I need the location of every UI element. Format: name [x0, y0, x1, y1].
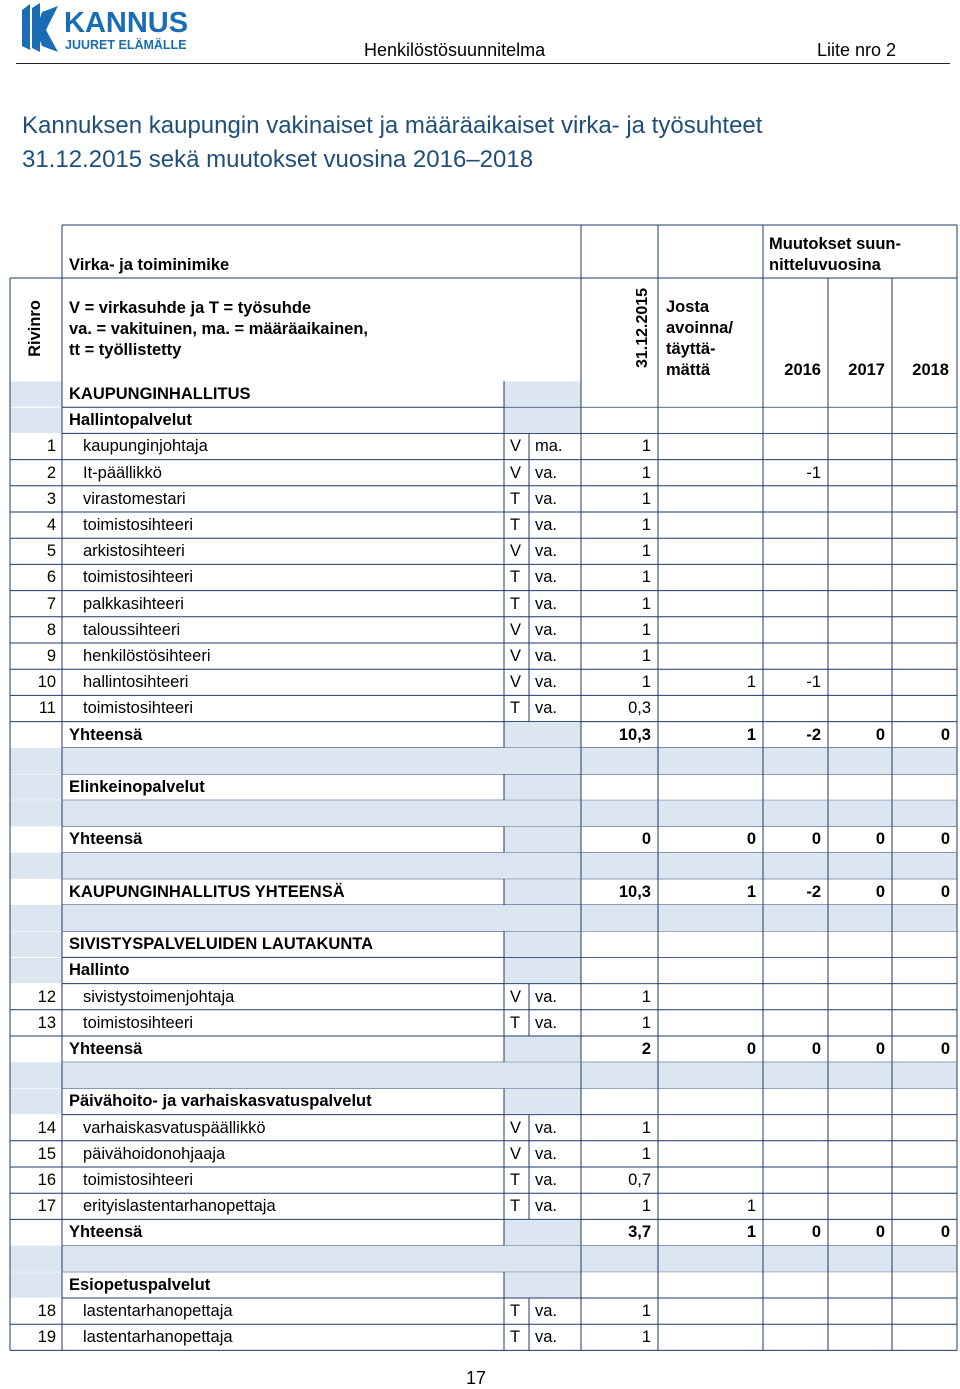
row-count-2015: 1 [641, 542, 651, 561]
row-employment-type: va. [535, 1197, 558, 1216]
row-employment-type: va. [535, 1171, 558, 1189]
row-employment-kind: T [510, 1197, 521, 1216]
total-count-2015: 0 [641, 830, 651, 849]
total-change-2016: -2 [806, 882, 821, 901]
row-employment-kind: T [510, 489, 521, 508]
row-title: lastentarhanopettaja [83, 1302, 233, 1320]
filler-cell [582, 382, 957, 407]
row-count-2015: 1 [641, 1118, 651, 1137]
row-employment-type: va. [535, 1302, 558, 1320]
total-count-2015: 2 [641, 1040, 651, 1058]
row-employment-kind: V [510, 647, 522, 665]
total-vacant: 1 [746, 1223, 756, 1242]
row-count-2015: 1 [641, 987, 651, 1006]
josta-line3: täyttä- [666, 340, 716, 358]
row-count-2015: 1 [641, 463, 651, 482]
logo-tagline: JUURET ELÄMÄLLE [65, 38, 187, 52]
row-count-2015: 1 [641, 568, 651, 587]
section-heading: Päivähoito- ja varhaiskasvatuspalvelut [69, 1092, 372, 1111]
josta-line2: avoinna/ [666, 319, 733, 337]
row-employment-type: va. [535, 1144, 558, 1163]
row-title: toimistosihteeri [83, 1013, 194, 1032]
total-vacant: 1 [746, 882, 756, 901]
row-title: toimistosihteeri [83, 568, 194, 587]
total-label: KAUPUNGINHALLITUS YHTEENSÄ [69, 882, 345, 901]
section-heading: Hallinto [69, 961, 130, 980]
total-change-2017: 0 [875, 725, 885, 744]
row-title: It-päällikkö [83, 463, 162, 482]
row-title: toimistosihteeri [83, 1171, 194, 1189]
row-number: 16 [37, 1171, 56, 1189]
filler-cell [11, 958, 62, 983]
row-employment-kind: T [510, 1328, 521, 1347]
row-number: 12 [37, 987, 56, 1006]
filler-cell [11, 932, 62, 957]
section-heading: Elinkeinopalvelut [69, 778, 205, 796]
row-title: sivistystoimenjohtaja [83, 987, 235, 1006]
total-change-2018: 0 [940, 1040, 950, 1058]
document-title: Henkilöstösuunnitelma [364, 40, 546, 60]
row-number: 3 [46, 489, 56, 508]
row-title: arkistosihteeri [83, 542, 185, 561]
total-change-2016: -2 [806, 725, 821, 744]
filler-cell [11, 408, 62, 433]
logo-name: KANNUS [64, 7, 189, 39]
row-employment-kind: V [510, 1118, 522, 1137]
row-count-2015: 1 [641, 1328, 651, 1347]
row-employment-type: va. [535, 1118, 558, 1137]
row-employment-kind: T [510, 516, 521, 534]
josta-line1: Josta [666, 298, 710, 316]
row-employment-type: va. [535, 647, 558, 665]
rivinro-label: Rivinro [25, 299, 44, 357]
row-number: 18 [37, 1302, 56, 1320]
row-number: 14 [37, 1118, 56, 1137]
filler-cell [505, 827, 581, 852]
filler-cell [582, 1089, 957, 1114]
row-employment-type: va. [535, 542, 558, 561]
filler-cell [10, 853, 957, 879]
legend-line1: V = virkasuhde ja T = työsuhde [69, 299, 312, 317]
section-heading: Hallintopalvelut [69, 411, 192, 430]
row-number: 15 [37, 1144, 56, 1163]
muutokset-line1: Muutokset suun- [769, 235, 901, 253]
legend-line3: tt = työllistetty [69, 341, 182, 359]
row-count-2015: 1 [641, 673, 651, 692]
josta-line4: mättä [666, 361, 711, 379]
legend-line2: va. = vakituinen, ma. = määräaikainen, [69, 320, 368, 338]
row-change-2016: -1 [806, 463, 821, 482]
year-2018-header: 2018 [912, 361, 949, 379]
row-number: 2 [46, 463, 56, 482]
row-employment-kind: V [510, 437, 522, 456]
filler-cell [582, 1272, 957, 1297]
filler-cell [582, 408, 957, 433]
filler-cell [505, 1220, 581, 1245]
total-label: Yhteensä [69, 830, 143, 849]
row-title: toimistosihteeri [83, 516, 194, 534]
row-vacant: 1 [746, 673, 756, 692]
total-count-2015: 10,3 [618, 882, 651, 901]
row-count-2015: 1 [641, 594, 651, 613]
row-number: 1 [46, 437, 56, 456]
row-count-2015: 1 [641, 437, 651, 456]
row-employment-kind: T [510, 568, 521, 587]
filler-cell [505, 1037, 581, 1062]
row-number: 19 [37, 1328, 56, 1347]
section-heading: SIVISTYSPALVELUIDEN LAUTAKUNTA [69, 935, 374, 954]
row-number: 17 [37, 1197, 56, 1216]
row-employment-kind: V [510, 542, 522, 561]
filler-cell [10, 1246, 957, 1272]
row-employment-type: va. [535, 516, 558, 534]
row-number: 6 [46, 568, 56, 587]
total-change-2016: 0 [811, 1040, 821, 1058]
filler-cell [11, 775, 62, 800]
filler-cell [10, 1062, 957, 1088]
total-count-2015: 3,7 [628, 1223, 651, 1242]
row-employment-type: va. [535, 699, 558, 718]
page-number: 17 [466, 1368, 487, 1388]
total-label: Yhteensä [69, 1223, 143, 1242]
row-employment-type: va. [535, 489, 558, 508]
filler-cell [10, 905, 957, 931]
row-count-2015: 1 [641, 647, 651, 665]
total-vacant: 1 [746, 725, 756, 744]
row-employment-type: va. [535, 1013, 558, 1032]
filler-cell [11, 1272, 62, 1297]
total-label: Yhteensä [69, 725, 143, 744]
row-employment-type: va. [535, 1328, 558, 1347]
filler-cell [582, 775, 957, 800]
total-change-2018: 0 [940, 882, 950, 901]
total-change-2018: 0 [940, 830, 950, 849]
row-employment-kind: V [510, 463, 522, 482]
total-change-2018: 0 [940, 1223, 950, 1242]
appendix-label: Liite nro 2 [817, 40, 897, 60]
filler-cell [582, 932, 957, 957]
row-employment-kind: T [510, 1013, 521, 1032]
row-employment-type: va. [535, 620, 558, 639]
row-change-2016: -1 [806, 673, 821, 692]
row-title: hallintosihteeri [83, 673, 189, 692]
row-count-2015: 0,3 [628, 699, 651, 718]
filler-cell [11, 1089, 62, 1114]
row-employment-kind: V [510, 1144, 522, 1163]
total-change-2017: 0 [875, 882, 885, 901]
year-2017-header: 2017 [848, 361, 885, 379]
row-title: taloussihteeri [83, 620, 181, 639]
total-change-2017: 0 [875, 1040, 885, 1058]
row-employment-kind: T [510, 594, 521, 613]
filler-cell [582, 958, 957, 983]
section-heading: Esiopetuspalvelut [69, 1275, 211, 1294]
row-employment-kind: V [510, 987, 522, 1006]
row-title: henkilöstösihteeri [83, 647, 211, 665]
row-number: 9 [46, 647, 56, 665]
filler-cell [10, 800, 957, 826]
row-number: 11 [38, 699, 56, 718]
total-change-2018: 0 [940, 725, 950, 744]
row-title: lastentarhanopettaja [83, 1328, 233, 1347]
row-employment-type: va. [535, 987, 558, 1006]
row-number: 4 [46, 516, 56, 534]
row-employment-type: va. [535, 673, 558, 692]
filler-cell [11, 382, 62, 407]
row-count-2015: 1 [641, 489, 651, 508]
row-count-2015: 1 [641, 1197, 651, 1216]
row-title: erityislastentarhanopettaja [83, 1197, 276, 1216]
row-vacant: 1 [746, 1197, 756, 1216]
row-title: kaupunginjohtaja [83, 437, 208, 456]
row-employment-kind: V [510, 620, 522, 639]
total-label: Yhteensä [69, 1040, 143, 1058]
row-title: toimistosihteeri [83, 699, 194, 718]
row-employment-type: ma. [535, 437, 563, 456]
row-employment-kind: T [510, 1171, 521, 1189]
row-employment-kind: T [510, 699, 521, 718]
row-count-2015: 1 [641, 620, 651, 639]
total-vacant: 0 [746, 1040, 756, 1058]
total-change-2017: 0 [875, 830, 885, 849]
total-change-2016: 0 [811, 830, 821, 849]
page-title-line1: Kannuksen kaupungin vakinaiset ja määräaikaiset virka- ja työsuhteet [22, 112, 763, 139]
row-title: varhaiskasvatuspäällikkö [83, 1118, 266, 1137]
total-change-2017: 0 [875, 1223, 885, 1242]
row-employment-type: va. [535, 568, 558, 587]
row-count-2015: 1 [641, 1013, 651, 1032]
row-title: palkkasihteeri [83, 594, 184, 613]
total-change-2016: 0 [811, 1223, 821, 1242]
total-vacant: 0 [746, 830, 756, 849]
row-title: virastomestari [83, 489, 186, 508]
muutokset-line2: nitteluvuosina [769, 256, 881, 274]
row-number: 5 [46, 542, 56, 561]
row-count-2015: 1 [641, 516, 651, 534]
row-count-2015: 0,7 [628, 1171, 651, 1189]
row-title: päivähoidonohjaaja [83, 1144, 226, 1163]
row-number: 10 [37, 673, 56, 692]
virka-header: Virka- ja toiminimike [69, 256, 230, 274]
section-heading: KAUPUNGINHALLITUS [69, 385, 251, 403]
filler-cell [505, 722, 581, 747]
date-label: 31.12.2015 [633, 287, 651, 369]
row-employment-kind: T [510, 1302, 521, 1320]
filler-cell [505, 879, 581, 904]
rivinro-header [10, 278, 60, 378]
row-employment-kind: V [510, 673, 522, 692]
year-2016-header: 2016 [784, 361, 821, 379]
filler-cell [10, 748, 957, 774]
row-count-2015: 1 [641, 1144, 651, 1163]
row-number: 7 [46, 594, 56, 613]
row-number: 13 [37, 1013, 56, 1032]
row-employment-type: va. [535, 463, 558, 482]
row-employment-type: va. [535, 594, 558, 613]
row-count-2015: 1 [641, 1302, 651, 1320]
total-count-2015: 10,3 [618, 725, 651, 744]
page-title-line2: 31.12.2015 sekä muutokset vuosina 2016–2018 [22, 146, 534, 173]
row-number: 8 [46, 620, 56, 639]
